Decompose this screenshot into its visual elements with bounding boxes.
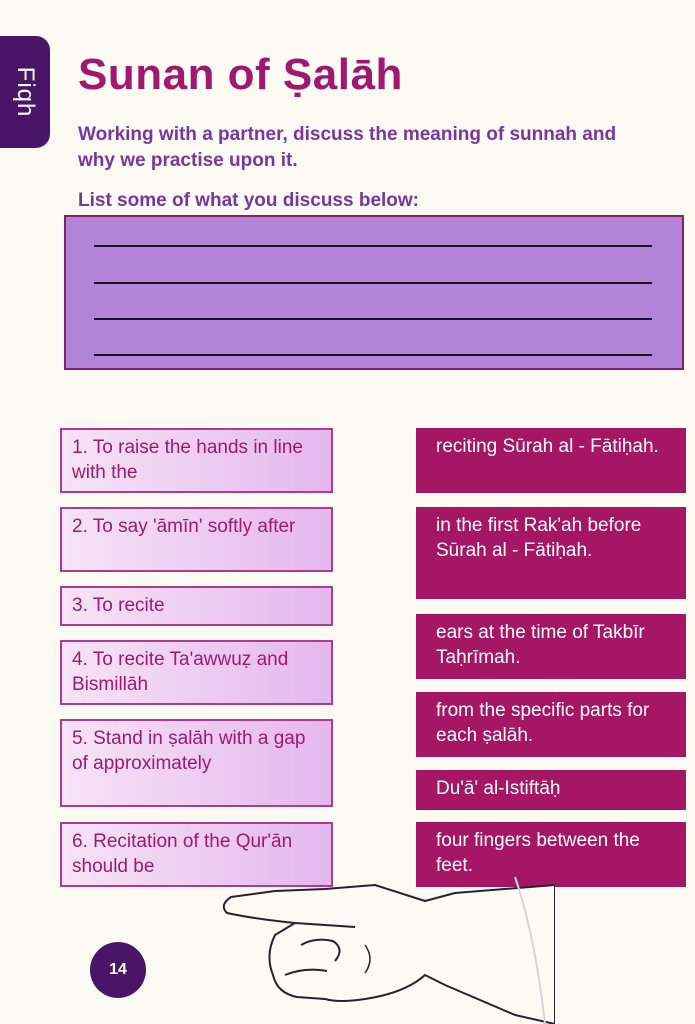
pointing-hand-illustration (215, 875, 555, 1024)
match-left-item-4[interactable]: 4. To recite Ta'awwuẓ and Bismillāh (60, 640, 333, 705)
match-right-item-2[interactable]: in the first Rak'ah before Sūrah al - Fātiḥah. (416, 507, 686, 599)
instruction-text: Working with a partner, discuss the meaning of sunnah and why we practise upon it. (78, 124, 617, 171)
writing-line (94, 318, 652, 320)
writing-line (94, 282, 652, 284)
section-tab-fiqh (0, 36, 50, 148)
page-title: Sunan of Ṣalāh (78, 50, 403, 99)
match-left-item-1[interactable]: 1. To raise the hands in line with the (60, 428, 333, 493)
writing-line (94, 245, 652, 247)
writing-box[interactable] (64, 215, 684, 370)
match-right-item-5[interactable]: Du'ā' al-Istiftāḥ (416, 770, 686, 810)
match-left-item-3[interactable]: 3. To recite (60, 586, 333, 626)
match-left-item-2[interactable]: 2. To say 'āmīn' softly after (60, 507, 333, 572)
page-number-badge: 14 (90, 942, 146, 998)
match-right-item-3[interactable]: ears at the time of Takbīr Taḥrīmah. (416, 614, 686, 679)
match-right-item-4[interactable]: from the specific parts for each ṣalāh. (416, 692, 686, 757)
match-left-item-6[interactable]: 6. Recitation of the Qur'ān should be (60, 822, 333, 887)
match-right-item-1[interactable]: reciting Sūrah al - Fātiḥah. (416, 428, 686, 493)
section-tab-label: Fiqh (12, 66, 39, 118)
writing-line (94, 354, 652, 356)
list-prompt-text: List some of what you discuss below: (78, 190, 419, 211)
match-left-item-5[interactable]: 5. Stand in ṣalāh with a gap of approximately (60, 719, 333, 807)
match-right-item-6[interactable]: four fingers between the feet. (416, 822, 686, 887)
